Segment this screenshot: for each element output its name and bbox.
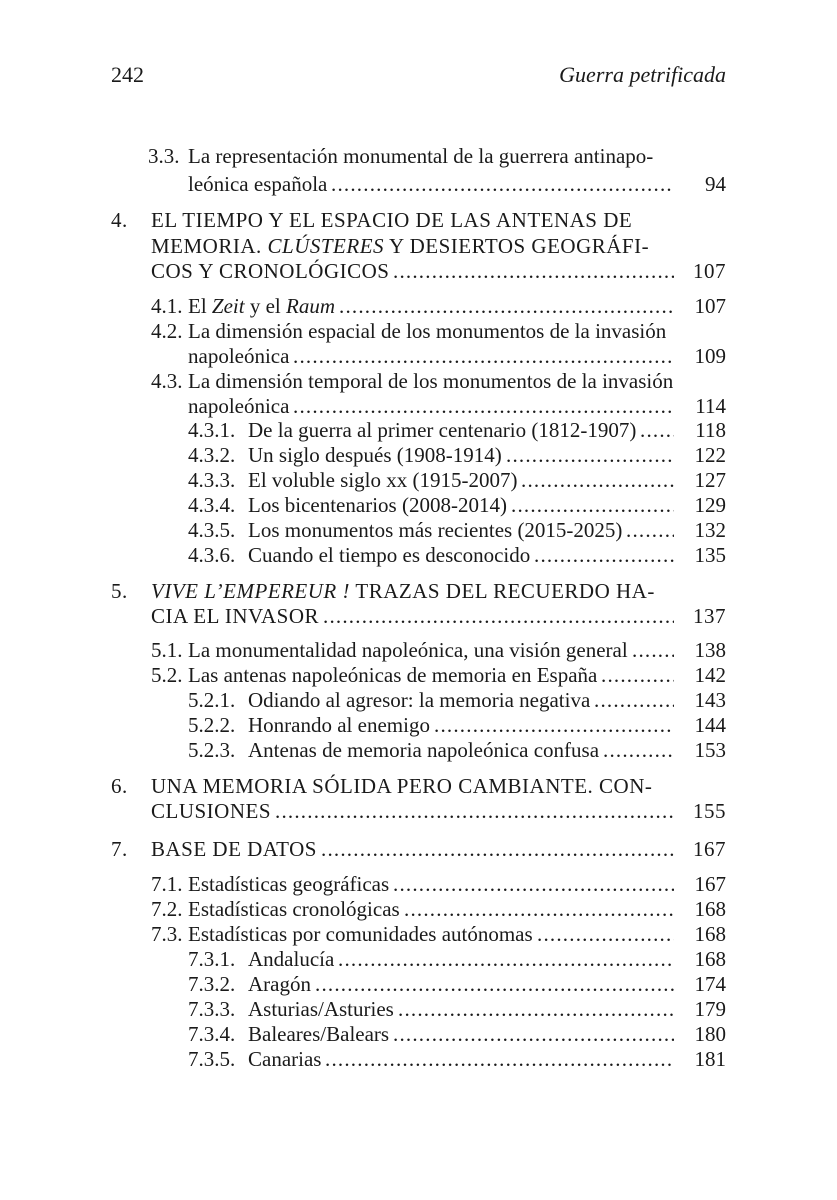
toc-entry-title <box>248 947 334 972</box>
toc-entry-number: 4.2. <box>151 319 183 343</box>
dot-leader <box>339 294 674 319</box>
toc-entry-number: 7.3.4. <box>188 1022 236 1046</box>
toc-entry-title <box>151 837 317 862</box>
toc-line <box>188 1047 726 1073</box>
toc-page-number: 129 <box>694 493 726 517</box>
title-part: napoleónica <box>188 394 290 418</box>
toc-page-number: 168 <box>694 922 726 946</box>
toc-entry-title <box>188 897 400 922</box>
toc-entry-number: 4.3.3. <box>188 468 236 492</box>
toc-line <box>151 319 726 345</box>
title-part: El voluble siglo xx (1915-2007) <box>248 468 518 492</box>
toc-entry-title <box>248 443 502 468</box>
title-part: La dimensión temporal de los monumentos de la invasión <box>188 369 674 393</box>
toc-entry-number: 3.3. <box>148 144 180 168</box>
toc-entry-title <box>151 604 319 629</box>
toc-page-number: 153 <box>694 738 726 762</box>
toc-line <box>111 208 726 234</box>
toc-entry-number: 5.1. <box>151 638 183 662</box>
dot-leader <box>603 738 674 763</box>
title-part: Los monumentos más recientes (2015-2025) <box>248 518 623 542</box>
toc-line <box>148 144 726 170</box>
toc-entry-title <box>188 344 289 369</box>
toc-page-number: 94 <box>705 172 726 196</box>
toc-entry-number: 5.2.1. <box>188 688 236 712</box>
toc-entry-number: 7.3.2. <box>188 972 236 996</box>
dot-leader <box>393 259 674 284</box>
toc-entry-title <box>188 663 597 688</box>
toc-entry-title <box>248 1047 321 1072</box>
toc-line <box>188 972 726 998</box>
toc-page-number: 122 <box>694 443 726 467</box>
dot-leader <box>398 997 674 1022</box>
title-italic-part: Raum <box>286 294 335 318</box>
toc-page-number: 127 <box>694 468 726 492</box>
toc-entry-title <box>248 997 394 1022</box>
title-part: napoleónica <box>188 344 290 368</box>
toc-line <box>151 394 726 420</box>
toc-entry-title <box>248 972 311 997</box>
toc-entry-title <box>248 418 636 443</box>
dot-leader <box>434 713 674 738</box>
title-part: COS Y CRONOLÓGICOS <box>151 259 390 283</box>
toc-line <box>151 922 726 948</box>
toc-entry-title <box>248 493 507 518</box>
toc-line <box>188 947 726 973</box>
toc-entry-title <box>151 234 649 259</box>
dot-leader <box>506 443 674 468</box>
toc-entry-title <box>188 638 628 663</box>
toc-page-number: 107 <box>693 259 726 283</box>
dot-leader <box>537 922 674 947</box>
toc-page-number: 167 <box>693 837 726 861</box>
toc-entry-title <box>248 518 622 543</box>
title-part: La dimensión espacial de los monumentos de la invasión <box>188 319 667 343</box>
title-part: Estadísticas geográficas <box>188 872 390 896</box>
toc-page-number: 174 <box>694 972 726 996</box>
toc-entry-title <box>188 394 289 419</box>
title-part: Cuando el tiempo es desconocido <box>248 543 531 567</box>
toc-entry-number: 5.2.3. <box>188 738 236 762</box>
toc-entry-number: 7.3.1. <box>188 947 236 971</box>
toc-entry-title <box>248 713 430 738</box>
title-part: y el <box>244 294 286 318</box>
title-part: UNA MEMORIA SÓLIDA PERO CAMBIANTE. CON- <box>151 774 653 798</box>
toc-page-number: 180 <box>694 1022 726 1046</box>
toc-line <box>151 638 726 664</box>
title-part: Andalucía <box>248 947 335 971</box>
toc-line <box>151 872 726 898</box>
toc-line <box>111 604 726 630</box>
title-part: leónica española <box>188 172 328 196</box>
dot-leader <box>601 663 674 688</box>
dot-leader <box>594 688 674 713</box>
toc-line <box>188 493 726 519</box>
toc-line <box>188 518 726 544</box>
dot-leader <box>521 468 674 493</box>
toc-line <box>188 468 726 494</box>
toc-line <box>111 837 726 863</box>
toc-line <box>188 738 726 764</box>
title-part: Odiando al agresor: la memoria negativa <box>248 688 591 712</box>
toc-page-number: 142 <box>694 663 726 687</box>
toc-entry-title <box>188 922 533 947</box>
title-part: Aragón <box>248 972 311 996</box>
toc-entry-title <box>151 799 271 824</box>
dot-leader <box>325 1047 674 1072</box>
dot-leader <box>338 947 674 972</box>
title-part: Y DESIERTOS GEOGRÁFI- <box>384 234 650 258</box>
toc-page-number: 118 <box>695 418 726 442</box>
toc-entry-number: 4.3. <box>151 369 183 393</box>
dot-leader <box>534 543 674 568</box>
toc-entry-title <box>188 369 673 394</box>
title-part: Las antenas napoleónicas de memoria en España <box>188 663 598 687</box>
toc-line <box>188 713 726 739</box>
dot-leader <box>315 972 674 997</box>
toc-page-number: 179 <box>694 997 726 1021</box>
title-part: Un siglo después (1908-1914) <box>248 443 502 467</box>
title-part: Baleares/Balears <box>248 1022 390 1046</box>
toc-entry-title <box>248 468 517 493</box>
toc-page-number: 168 <box>694 947 726 971</box>
dot-leader <box>393 872 674 897</box>
title-part: Antenas de memoria napoleónica confusa <box>248 738 600 762</box>
dot-leader <box>331 172 674 197</box>
running-title: Guerra petrificada <box>559 62 726 87</box>
toc-entry-number: 7.3.3. <box>188 997 236 1021</box>
toc-line <box>188 543 726 569</box>
toc-page-number: 167 <box>694 872 726 896</box>
toc-entry-number: 7.1. <box>151 872 183 896</box>
toc-entry-title <box>248 688 590 713</box>
title-italic-part: Zeit <box>211 294 245 318</box>
title-part: Honrando al enemigo <box>248 713 430 737</box>
toc-page-number: 137 <box>693 604 726 628</box>
toc-line <box>111 579 726 605</box>
toc-page-number: 132 <box>694 518 726 542</box>
toc-entry-number: 4. <box>111 208 128 232</box>
toc-entry-title <box>188 144 653 169</box>
title-part: BASE DE DATOS <box>151 837 317 861</box>
toc-entry-number: 4.3.4. <box>188 493 236 517</box>
toc-line <box>188 443 726 469</box>
toc-entry-title <box>151 579 655 604</box>
toc-line <box>148 172 726 198</box>
toc-page-number: 138 <box>694 638 726 662</box>
toc-page-number: 143 <box>694 688 726 712</box>
toc-page-number: 144 <box>694 713 726 737</box>
dot-leader <box>275 799 674 824</box>
title-part: La monumentalidad napoleónica, una visión general <box>188 638 628 662</box>
toc-page-number: 109 <box>694 344 726 368</box>
dot-leader <box>321 837 674 862</box>
toc-page-number: 181 <box>694 1047 726 1071</box>
dot-leader <box>323 604 674 629</box>
dot-leader <box>393 1022 674 1047</box>
toc-page-number: 107 <box>694 294 726 318</box>
toc-entry-title <box>188 319 666 344</box>
toc-line <box>151 294 726 320</box>
title-part: Estadísticas cronológicas <box>188 897 400 921</box>
toc-entry-title <box>151 259 389 284</box>
title-part: MEMORIA. <box>151 234 268 258</box>
title-part: La representación monumental de la guerrera antinapo- <box>188 144 654 168</box>
toc-line <box>188 418 726 444</box>
title-part: EL TIEMPO Y EL ESPACIO DE LAS ANTENAS DE <box>151 208 633 232</box>
toc-line <box>188 997 726 1023</box>
dot-leader <box>626 518 674 543</box>
toc-line <box>151 663 726 689</box>
toc-line <box>151 897 726 923</box>
title-italic-part: CLÚSTERES <box>267 234 385 258</box>
toc-line <box>111 799 726 825</box>
title-part: Los bicentenarios (2008-2014) <box>248 493 507 517</box>
page-number: 242 <box>111 62 144 87</box>
toc-entry-title <box>151 208 632 233</box>
page-header <box>111 62 726 92</box>
toc-entry-title <box>248 1022 389 1047</box>
dot-leader <box>293 344 674 369</box>
toc-entry-number: 4.3.2. <box>188 443 236 467</box>
toc-entry-number: 7. <box>111 837 128 861</box>
toc-page-number: 114 <box>695 394 726 418</box>
title-part: CLUSIONES <box>151 799 272 823</box>
toc-entry-title <box>248 738 599 763</box>
title-part: Canarias <box>248 1047 322 1071</box>
title-italic-part: VIVE L’EMPEREUR ! <box>151 579 350 603</box>
toc-entry-number: 4.3.1. <box>188 418 236 442</box>
toc-entry-number: 5.2.2. <box>188 713 236 737</box>
title-part: CIA EL INVASOR <box>151 604 320 628</box>
dot-leader <box>511 493 674 518</box>
toc-entry-title <box>151 774 652 799</box>
toc-line <box>151 344 726 370</box>
dot-leader <box>293 394 674 419</box>
title-part: Asturias/Asturies <box>248 997 394 1021</box>
title-part: Estadísticas por comunidades autónomas <box>188 922 533 946</box>
title-part: TRAZAS DEL RECUERDO HA- <box>350 579 655 603</box>
toc-line <box>188 688 726 714</box>
toc-line <box>188 1022 726 1048</box>
toc-entry-title <box>188 872 389 897</box>
dot-leader <box>404 897 674 922</box>
toc-entry-number: 4.1. <box>151 294 183 318</box>
toc-entry-number: 4.3.5. <box>188 518 236 542</box>
toc-entry-number: 7.3.5. <box>188 1047 236 1071</box>
toc-entry-title <box>188 294 335 319</box>
toc-entry-number: 7.2. <box>151 897 183 921</box>
toc-entry-title <box>188 172 327 197</box>
toc-page-number: 135 <box>694 543 726 567</box>
toc-entry-title <box>248 543 530 568</box>
title-part: De la guerra al primer centenario (1812-1907) <box>248 418 637 442</box>
toc-line <box>111 774 726 800</box>
toc-page-number: 155 <box>693 799 726 823</box>
dot-leader <box>632 638 674 663</box>
toc-line <box>111 234 726 260</box>
toc-entry-number: 7.3. <box>151 922 183 946</box>
title-part: El <box>188 294 212 318</box>
dot-leader <box>640 418 674 443</box>
toc-line <box>111 259 726 285</box>
toc-entry-number: 5. <box>111 579 128 603</box>
toc-entry-number: 5.2. <box>151 663 183 687</box>
toc-entry-number: 6. <box>111 774 128 798</box>
toc-page-number: 168 <box>694 897 726 921</box>
toc-entry-number: 4.3.6. <box>188 543 236 567</box>
toc-line <box>151 369 726 395</box>
